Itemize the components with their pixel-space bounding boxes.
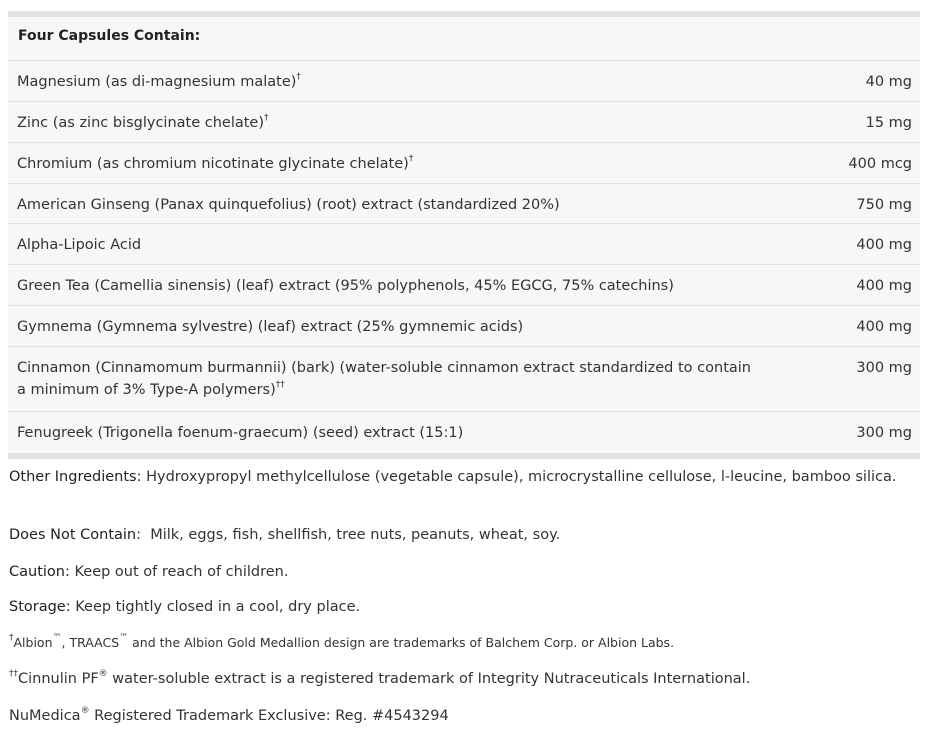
footnote-cinnulin bbox=[9, 668, 909, 690]
table-row bbox=[8, 61, 920, 102]
ingredient-name: Chromium (as chromium nicotinate glycinate chelate) bbox=[17, 156, 409, 172]
trademark-mark: ™ bbox=[52, 633, 62, 643]
ingredient-amount: 40 mg bbox=[865, 74, 912, 90]
ingredient-name: Green Tea (Camellia sinensis) (leaf) extract (95% polyphenols, 45% EGCG, 75% catechins) bbox=[17, 278, 674, 294]
footnote-numedica bbox=[9, 705, 909, 727]
footnote-text: water-soluble extract is a registered trademark of Integrity Nutraceuticals International. bbox=[107, 671, 751, 687]
table-row bbox=[8, 102, 920, 143]
ingredient-amount: 400 mg bbox=[856, 237, 912, 253]
ingredient-amount: 300 mg bbox=[856, 425, 912, 441]
table-row bbox=[8, 412, 920, 453]
trademark-mark: ™ bbox=[119, 633, 129, 643]
storage-label: Storage: bbox=[9, 599, 71, 615]
ingredient-amount: 15 mg bbox=[865, 115, 912, 131]
ingredient-name: Magnesium (as di-magnesium malate) bbox=[17, 74, 297, 90]
does-not-contain-text: Milk, eggs, fish, shellfish, tree nuts, peanuts, wheat, soy. bbox=[141, 527, 561, 543]
caution-text: Keep out of reach of children. bbox=[69, 564, 289, 580]
table-header: Four Capsules Contain: bbox=[8, 17, 920, 61]
table-row bbox=[8, 306, 920, 347]
ingredient-name: Gymnema (Gymnema sylvestre) (leaf) extract (25% gymnemic acids) bbox=[17, 319, 524, 335]
ingredient-name: Alpha-Lipoic Acid bbox=[17, 237, 142, 253]
other-ingredients-text: Hydroxypropyl methylcellulose (vegetable capsule), microcrystalline cellulose, l-leucine, bamboo silica. bbox=[141, 469, 897, 485]
other-ingredients-label: Other Ingredients: bbox=[9, 469, 142, 485]
registered-mark: ® bbox=[80, 706, 90, 716]
table-row bbox=[8, 265, 920, 306]
footnote-text: Cinnulin PF bbox=[18, 671, 99, 687]
table-row bbox=[8, 347, 920, 412]
supplement-facts-table bbox=[8, 11, 920, 459]
footnote-text: Albion bbox=[13, 635, 53, 650]
footnote-mark: † bbox=[9, 633, 14, 643]
does-not-contain bbox=[9, 524, 909, 546]
footnote-text: Registered Trademark Exclusive: Reg. #4543294 bbox=[89, 708, 449, 724]
ingredient-amount: 400 mg bbox=[856, 278, 912, 294]
storage bbox=[9, 596, 909, 618]
storage-text: Keep tightly closed in a cool, dry place. bbox=[70, 599, 361, 615]
footnote-mark: † bbox=[296, 72, 301, 82]
ingredient-amount: 750 mg bbox=[856, 197, 912, 213]
table-row bbox=[8, 224, 920, 265]
does-not-contain-label: Does Not Contain: bbox=[9, 527, 141, 543]
footnote-mark: † bbox=[264, 113, 269, 123]
footnote-text: and the Albion Gold Medallion design are trademarks of Balchem Corp. or Albion Labs. bbox=[128, 635, 675, 650]
caution-label: Caution: bbox=[9, 564, 70, 580]
caution bbox=[9, 561, 909, 583]
footnote-text: , TRAACS bbox=[61, 635, 120, 650]
footnote-text: NuMedica bbox=[9, 708, 81, 724]
ingredient-name: Fenugreek (Trigonella foenum-graecum) (seed) extract (15:1) bbox=[17, 425, 464, 441]
ingredient-amount: 400 mcg bbox=[848, 156, 912, 172]
ingredient-amount: 400 mg bbox=[856, 319, 912, 335]
ingredient-amount: 300 mg bbox=[856, 360, 912, 376]
ingredient-name: Cinnamon (Cinnamomum burmannii) (bark) (water-soluble cinnamon extract standardized to contain a minimum of 3% Type-A polymers) bbox=[17, 360, 751, 398]
other-ingredients bbox=[9, 466, 909, 488]
footnote-mark: † bbox=[408, 154, 414, 164]
footnote-mark: †† bbox=[275, 380, 285, 390]
table-row bbox=[8, 143, 920, 184]
footnote-albion bbox=[9, 632, 909, 654]
table-row bbox=[8, 184, 920, 224]
footnote-mark: †† bbox=[9, 669, 18, 679]
ingredient-name: Zinc (as zinc bisglycinate chelate) bbox=[17, 115, 265, 131]
registered-mark: ® bbox=[98, 669, 108, 679]
ingredient-name: American Ginseng (Panax quinquefolius) (root) extract (standardized 20%) bbox=[17, 197, 560, 213]
